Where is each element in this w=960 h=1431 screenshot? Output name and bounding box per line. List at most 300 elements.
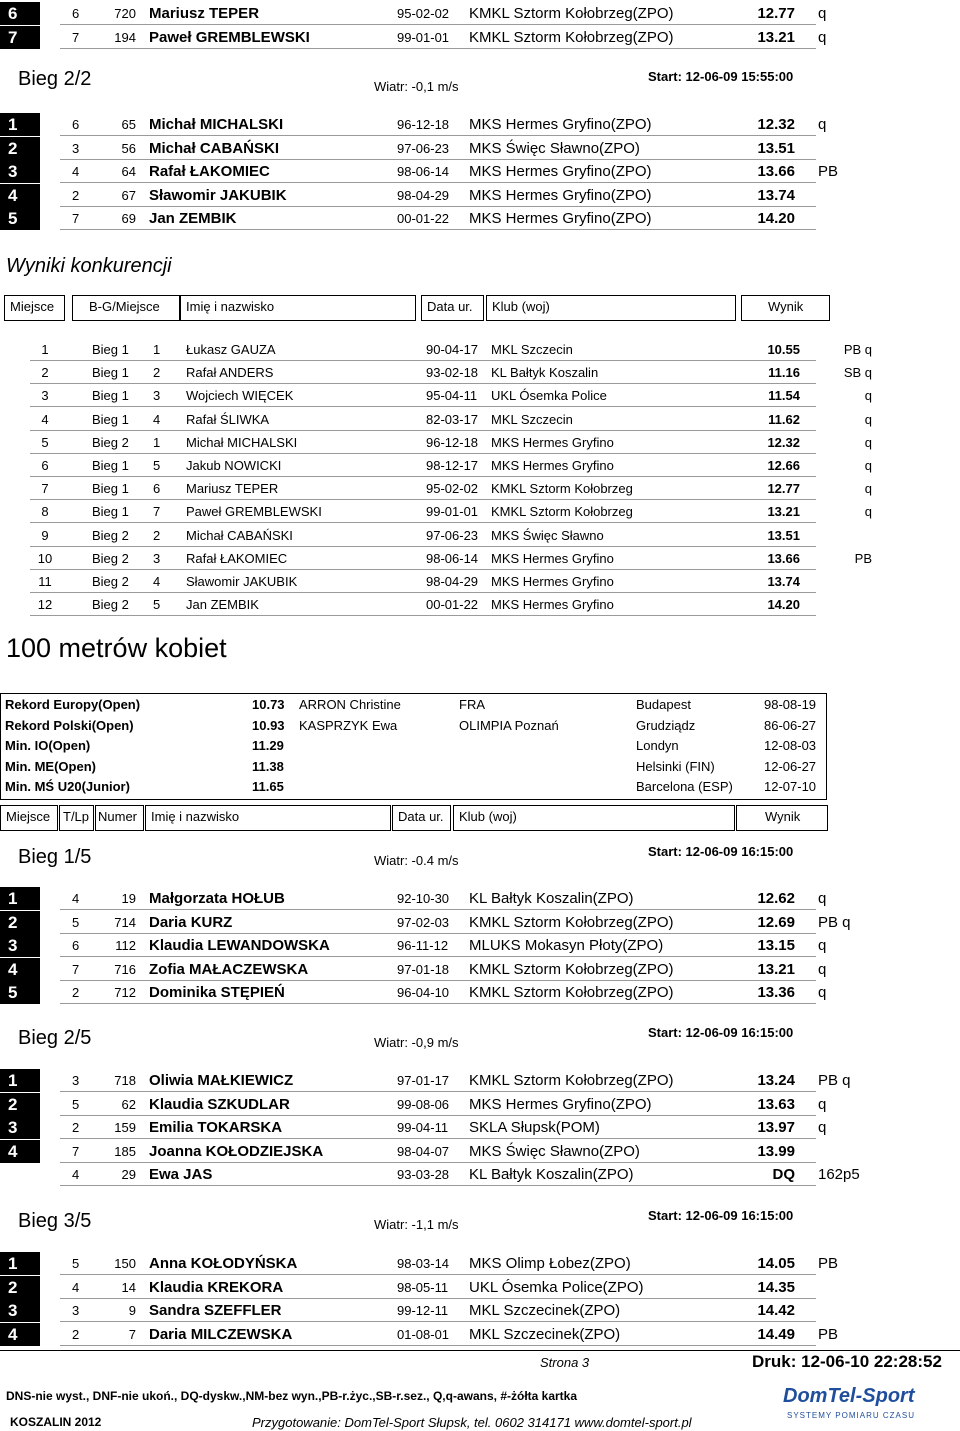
athlete-name: Oliwia MAŁKIEWICZ	[149, 1072, 294, 1089]
ranking-row	[0, 454, 960, 477]
record-club: OLIMPIA Poznań	[459, 717, 559, 733]
bib-cell: 14	[121, 1279, 136, 1295]
lane-cell: 4	[72, 891, 80, 906]
place-cell: 2	[0, 1093, 40, 1116]
result-note: q	[864, 481, 872, 497]
result-note: PB q	[818, 1072, 851, 1089]
lane-cell: 2	[72, 1326, 80, 1342]
header-lane: T/Lp	[59, 805, 94, 831]
club-name: MKS Hermes Gryfino	[491, 574, 614, 589]
birth-date: 93-03-28	[397, 1167, 450, 1182]
bib-cell: 718	[114, 1073, 136, 1088]
place-cell: 4	[0, 1323, 40, 1346]
heat-place: 7	[153, 504, 161, 520]
birth-date: 95-02-02	[397, 6, 450, 21]
result-time: 13.63	[757, 1095, 795, 1113]
ranking-row	[0, 477, 960, 500]
lane-cell: 2	[72, 985, 80, 1000]
club-name: UKL Ósemka Police(ZPO)	[469, 1278, 644, 1296]
header-name: Imię i nazwisko	[145, 805, 391, 831]
place-cell: 9	[41, 527, 49, 543]
result-time: DQ	[772, 1166, 795, 1183]
record-label: Rekord Polski(Open)	[5, 717, 134, 733]
start-time: Start: 12-06-09 16:15:00	[648, 1025, 794, 1040]
result-time: 12.77	[757, 5, 795, 22]
header-result: Wynik	[741, 295, 830, 321]
result-row	[0, 1299, 960, 1322]
bib-cell: 159	[114, 1120, 136, 1135]
wind-reading: Wiatr: -1,1 m/s	[374, 1217, 459, 1232]
result-time: 11.62	[768, 411, 800, 427]
athlete-name: Klaudia LEWANDOWSKA	[149, 937, 330, 954]
heat-name: Bieg 2	[92, 527, 129, 543]
lane-cell: 5	[72, 914, 80, 930]
page-number: Strona 3	[540, 1355, 590, 1370]
lane-cell: 7	[72, 29, 80, 45]
record-athlete: ARRON Christine	[299, 697, 401, 712]
record-place: Grudziądz	[636, 717, 696, 733]
record-result: 11.38	[252, 758, 284, 774]
heat-name: Bieg 1	[92, 365, 129, 381]
wind-reading: Wiatr: -0.4 m/s	[374, 853, 459, 868]
place-cell: 10	[37, 550, 53, 566]
place-cell: 5	[0, 981, 40, 1004]
bib-cell: 150	[114, 1256, 136, 1271]
place-cell: 3	[41, 388, 49, 404]
result-note: q	[864, 458, 872, 473]
result-time: 13.74	[757, 186, 795, 204]
bib-cell: 194	[114, 29, 136, 45]
record-place: Budapest	[636, 697, 691, 712]
result-row	[0, 958, 960, 981]
place-cell: 1	[41, 342, 49, 357]
club-name: MKS Hermes Gryfino	[491, 597, 614, 613]
result-time: 13.21	[757, 28, 795, 46]
lane-cell: 7	[72, 1143, 80, 1159]
lane-cell: 2	[72, 1120, 80, 1135]
result-note: PB q	[818, 913, 851, 931]
club-name: MKL Szczecin	[491, 342, 573, 357]
club-name: MKS Święc Sławno(ZPO)	[469, 1142, 640, 1160]
result-row	[0, 887, 960, 910]
birth-date: 97-01-18	[397, 961, 450, 977]
result-row	[0, 1276, 960, 1299]
bib-cell: 716	[114, 961, 136, 977]
record-result: 11.65	[252, 779, 284, 794]
birth-date: 97-06-23	[397, 140, 450, 156]
result-row	[0, 184, 960, 207]
athlete-name: Joanna KOŁODZIEJSKA	[149, 1142, 324, 1160]
birth-date: 95-04-11	[426, 388, 478, 404]
result-row	[0, 1140, 960, 1163]
result-note: PB	[818, 1255, 839, 1272]
club-name: KMKL Sztorm Kołobrzeg(ZPO)	[469, 5, 674, 22]
birth-date: 00-01-22	[426, 597, 479, 613]
birth-date: 98-03-14	[397, 1256, 450, 1271]
heat-name: Bieg 1	[92, 481, 129, 497]
row-divider	[60, 1003, 816, 1004]
ranking-row	[0, 384, 960, 407]
row-divider	[60, 229, 816, 230]
result-row	[0, 2, 960, 25]
start-time: Start: 12-06-09 16:15:00	[648, 1208, 794, 1223]
bib-cell: 29	[121, 1167, 136, 1182]
row-divider	[60, 1185, 816, 1186]
record-date: 98-08-19	[764, 697, 817, 712]
result-time: 10.55	[767, 342, 800, 357]
birth-date: 00-01-22	[397, 211, 450, 226]
athlete-name: Emilia TOKARSKA	[149, 1119, 283, 1136]
bib-cell: 185	[114, 1143, 136, 1159]
header-club: Klub (woj)	[453, 805, 735, 831]
result-time: 13.99	[757, 1142, 795, 1160]
ranking-row	[0, 547, 960, 570]
athlete-name: Rafał ŁAKOMIEC	[149, 163, 270, 180]
result-note: q	[864, 388, 872, 404]
birth-date: 98-04-29	[397, 187, 450, 203]
place-cell: 1	[0, 113, 40, 136]
ranking-row	[0, 500, 960, 523]
athlete-name: Jan ZEMBIK	[149, 210, 237, 227]
athlete-name: Zofia MAŁACZEWSKA	[149, 960, 309, 978]
logo-tagline: SYSTEMY POMIARU CZASU	[787, 1411, 915, 1420]
club-name: MKS Hermes Gryfino	[491, 458, 614, 473]
athlete-name: Rafał ANDERS	[186, 365, 274, 381]
place-cell: 5	[0, 207, 40, 230]
place-cell: 5	[41, 434, 49, 450]
ranking-row	[0, 524, 960, 547]
heat-name: Bieg 1	[92, 342, 129, 357]
result-row	[0, 934, 960, 957]
record-label: Rekord Europy(Open)	[5, 697, 141, 712]
result-row	[0, 1323, 960, 1346]
heat-place: 1	[153, 434, 161, 450]
result-time: 13.97	[757, 1119, 795, 1136]
result-time: 13.36	[757, 984, 795, 1001]
club-name: MKS Hermes Gryfino	[491, 550, 614, 566]
birth-date: 98-12-17	[426, 458, 479, 473]
header-place: Miejsce	[4, 295, 65, 321]
place-cell: 1	[0, 1069, 40, 1092]
result-row	[0, 1163, 960, 1186]
record-date: 12-07-10	[764, 779, 817, 794]
club-name: KMKL Sztorm Kołobrzeg(ZPO)	[469, 28, 674, 46]
birth-date: 99-08-06	[397, 1096, 450, 1112]
place-cell: 4	[0, 1140, 40, 1163]
place-cell: 7	[41, 481, 49, 497]
bib-cell: 720	[114, 6, 136, 21]
result-time: 12.32	[767, 434, 800, 450]
header-dob: Data ur.	[392, 805, 451, 831]
club-name: MKL Szczecinek(ZPO)	[469, 1325, 621, 1343]
header-dob: Data ur.	[421, 295, 484, 321]
club-name: MLUKS Mokasyn Płoty(ZPO)	[469, 937, 664, 954]
place-cell: 6	[41, 458, 49, 473]
city-year: KOSZALIN 2012	[10, 1415, 102, 1429]
record-label: Min. MŚ U20(Junior)	[5, 779, 130, 794]
place-cell: 3	[0, 160, 40, 183]
athlete-name: Mariusz TEPER	[186, 481, 279, 497]
result-row	[0, 137, 960, 160]
result-note: PB	[818, 1325, 839, 1343]
athlete-name: Klaudia SZKUDLAR	[149, 1095, 290, 1113]
record-place: Londyn	[636, 738, 679, 753]
heat-name: Bieg 1	[92, 411, 129, 427]
athlete-name: Rafał ŁAKOMIEC	[186, 550, 288, 566]
club-name: MKS Hermes Gryfino	[491, 434, 614, 450]
event-title: 100 metrów kobiet	[6, 633, 227, 663]
result-note: q	[818, 960, 827, 978]
place-cell: 3	[0, 1299, 40, 1322]
place-cell: 3	[0, 934, 40, 957]
athlete-name: Michał CABAŃSKI	[186, 527, 293, 543]
result-time: 14.42	[757, 1302, 795, 1319]
bib-cell: 7	[128, 1326, 136, 1342]
club-name: MKS Hermes Gryfino(ZPO)	[469, 186, 652, 204]
start-time: Start: 12-06-09 15:55:00	[648, 69, 794, 84]
result-time: 11.16	[768, 365, 800, 381]
club-name: MKS Olimp Łobez(ZPO)	[469, 1255, 631, 1272]
club-name: KMKL Sztorm Kołobrzeg(ZPO)	[469, 1072, 674, 1089]
athlete-name: Daria MILCZEWSKA	[149, 1325, 293, 1343]
club-name: KMKL Sztorm Kołobrzeg(ZPO)	[469, 984, 674, 1001]
birth-date: 99-01-01	[426, 504, 479, 520]
athlete-name: Łukasz GAUZA	[186, 342, 276, 357]
club-name: MKL Szczecinek(ZPO)	[469, 1302, 621, 1319]
footer-divider	[0, 1350, 960, 1351]
heat-title: Bieg 3/5	[18, 1210, 92, 1232]
record-result: 11.29	[252, 738, 284, 753]
lane-cell: 4	[72, 1167, 80, 1182]
heat-place: 4	[153, 574, 161, 589]
athlete-name: Dominika STĘPIEŃ	[149, 984, 285, 1001]
result-row	[0, 1116, 960, 1139]
place-cell: 6	[0, 2, 40, 25]
domtel-logo	[783, 1385, 948, 1421]
result-time: 14.20	[757, 210, 795, 227]
header-club: Klub (woj)	[486, 295, 736, 321]
ranking-row	[0, 431, 960, 454]
result-row	[0, 1252, 960, 1275]
lane-cell: 5	[72, 1256, 80, 1271]
athlete-name: Sandra SZEFFLER	[149, 1302, 282, 1319]
birth-date: 98-04-07	[397, 1143, 450, 1159]
result-note: 162p5	[818, 1166, 860, 1183]
header-result: Wynik	[736, 805, 828, 831]
result-note: q	[818, 1095, 827, 1113]
result-row	[0, 26, 960, 49]
heat-name: Bieg 2	[92, 597, 129, 613]
birth-date: 96-12-18	[397, 117, 450, 132]
club-name: KL Bałtyk Koszalin(ZPO)	[469, 890, 634, 907]
result-time: 12.66	[767, 458, 800, 473]
athlete-name: Ewa JAS	[149, 1166, 213, 1183]
header-place: Miejsce	[0, 805, 58, 831]
lane-cell: 4	[72, 164, 80, 179]
record-athlete: KASPRZYK Ewa	[299, 717, 398, 733]
result-time: 14.05	[757, 1255, 795, 1272]
birth-date: 96-11-12	[397, 938, 449, 953]
ranking-row	[0, 593, 960, 616]
result-note: q	[818, 28, 827, 46]
birth-date: 01-08-01	[397, 1326, 450, 1342]
lane-cell: 5	[72, 1096, 80, 1112]
athlete-name: Paweł GREMBLEWSKI	[186, 504, 322, 520]
result-time: 13.66	[767, 550, 800, 566]
birth-date: 97-06-23	[426, 527, 479, 543]
athlete-name: Michał MICHALSKI	[149, 116, 284, 133]
place-cell: 4	[0, 184, 40, 207]
birth-date: 98-04-29	[426, 574, 479, 589]
place-cell: 1	[0, 887, 40, 910]
heat-place: 5	[153, 458, 161, 473]
result-row	[0, 113, 960, 136]
place-cell: 4	[41, 411, 49, 427]
record-label: Min. IO(Open)	[5, 738, 91, 753]
place-cell: 12	[37, 597, 53, 613]
result-time: 11.54	[768, 388, 800, 404]
result-note: PB	[854, 550, 872, 566]
birth-date: 96-12-18	[426, 434, 479, 450]
lane-cell: 3	[72, 1073, 80, 1088]
heat-name: Bieg 1	[92, 388, 129, 404]
athlete-name: Jan ZEMBIK	[186, 597, 259, 613]
record-result: 10.93	[252, 717, 285, 733]
row-divider	[30, 615, 816, 616]
athlete-name: Jakub NOWICKI	[186, 458, 282, 473]
result-row	[0, 911, 960, 934]
heat-name: Bieg 1	[92, 458, 129, 473]
result-time: 12.32	[757, 116, 795, 133]
result-time: 13.51	[757, 139, 795, 157]
place-cell: 2	[0, 911, 40, 934]
athlete-name: Sławomir JAKUBIK	[149, 186, 287, 204]
result-note: q	[818, 5, 827, 22]
heat-place: 6	[153, 481, 161, 497]
result-row	[0, 207, 960, 230]
lane-cell: 7	[72, 211, 80, 226]
result-note: PB	[818, 163, 839, 180]
athlete-name: Klaudia KREKORA	[149, 1278, 284, 1296]
bib-cell: 62	[121, 1096, 136, 1112]
heat-name: Bieg 2	[92, 434, 129, 450]
result-time: 12.69	[757, 913, 795, 931]
athlete-name: Michał MICHALSKI	[186, 434, 298, 450]
lane-cell: 2	[72, 187, 80, 203]
result-time: 14.49	[757, 1325, 795, 1343]
birth-date: 92-10-30	[397, 891, 450, 906]
club-name: MKS Hermes Gryfino(ZPO)	[469, 116, 652, 133]
result-note: q	[864, 411, 872, 427]
birth-date: 98-06-14	[397, 164, 450, 179]
row-divider	[60, 1345, 816, 1346]
athlete-name: Wojciech WIĘCEK	[186, 388, 294, 404]
result-note: q	[864, 434, 872, 450]
club-name: MKL Szczecin	[491, 411, 573, 427]
bib-cell: 712	[114, 985, 136, 1000]
place-cell: 2	[41, 365, 49, 381]
place-cell: 7	[0, 26, 40, 49]
record-date: 12-08-03	[764, 738, 817, 753]
athlete-name: Małgorzata HOŁUB	[149, 890, 285, 907]
bib-cell: 65	[121, 117, 136, 132]
legend: DNS-nie wyst., DNF-nie ukoń., DQ-dyskw.,NM-bez wyn.,PB-r.życ.,SB-r.sez., Q,q-awans, #-żółta kartka	[6, 1389, 578, 1403]
record-club: FRA	[459, 697, 485, 712]
record-label: Min. ME(Open)	[5, 758, 96, 774]
result-note: q	[818, 890, 827, 907]
section-title: Wyniki konkurencji	[6, 255, 172, 277]
place-cell: 4	[0, 958, 40, 981]
club-name: KMKL Sztorm Kołobrzeg(ZPO)	[469, 960, 674, 978]
bib-cell: 9	[128, 1303, 136, 1318]
heat-place: 3	[153, 388, 161, 404]
prepared-by: Przygotowanie: DomTel-Sport Słupsk, tel. 0602 314171 www.domtel-sport.pl	[252, 1415, 692, 1430]
lane-cell: 3	[72, 1303, 80, 1318]
club-name: UKL Ósemka Police	[491, 388, 607, 404]
place-cell: 2	[0, 137, 40, 160]
club-name: KMKL Sztorm Kołobrzeg(ZPO)	[469, 913, 674, 931]
club-name: KMKL Sztorm Kołobrzeg	[491, 481, 633, 497]
birth-date: 95-02-02	[426, 481, 479, 497]
result-time: 13.51	[767, 527, 800, 543]
lane-cell: 3	[72, 140, 80, 156]
lane-cell: 6	[72, 938, 80, 953]
club-name: MKS Święc Sławno	[491, 527, 604, 543]
result-time: 13.74	[767, 574, 800, 589]
birth-date: 97-01-17	[397, 1073, 450, 1088]
header-name: Imię i nazwisko	[180, 295, 416, 321]
bib-cell: 69	[121, 211, 136, 226]
result-row	[0, 981, 960, 1004]
athlete-name: Rafał ŚLIWKA	[186, 411, 270, 427]
bib-cell: 112	[115, 938, 136, 953]
wind-reading: Wiatr: -0,1 m/s	[374, 79, 459, 94]
place-cell: 8	[41, 504, 49, 520]
result-row	[0, 1093, 960, 1116]
heat-title: Bieg 2/2	[18, 68, 92, 90]
result-row	[0, 1069, 960, 1092]
header-heat-place: B-G/Miejsce	[72, 295, 180, 321]
athlete-name: Daria KURZ	[149, 913, 233, 931]
print-timestamp: Druk: 12-06-10 22:28:52	[752, 1352, 942, 1371]
bib-cell: 56	[121, 140, 136, 156]
heat-place: 3	[153, 550, 161, 566]
birth-date: 98-05-11	[397, 1279, 449, 1295]
bib-cell: 64	[121, 164, 136, 179]
club-name: SKLA Słupsk(POM)	[469, 1119, 600, 1136]
record-date: 86-06-27	[764, 717, 817, 733]
place-cell: 1	[0, 1252, 40, 1275]
club-name: MKS Hermes Gryfino(ZPO)	[469, 210, 652, 227]
record-date: 12-06-27	[764, 758, 817, 774]
club-name: MKS Święc Sławno(ZPO)	[469, 139, 640, 157]
club-name: KL Bałtyk Koszalin	[491, 365, 599, 381]
heat-place: 2	[153, 527, 161, 543]
wind-reading: Wiatr: -0,9 m/s	[374, 1035, 459, 1050]
heat-place: 2	[153, 365, 161, 381]
ranking-row	[0, 338, 960, 361]
birth-date: 99-01-01	[397, 29, 450, 45]
athlete-name: Mariusz TEPER	[149, 5, 260, 22]
result-note: SB q	[843, 365, 872, 381]
birth-date: 90-04-17	[426, 342, 479, 357]
result-note: q	[818, 984, 827, 1001]
birth-date: 99-12-11	[397, 1303, 449, 1318]
athlete-name: Sławomir JAKUBIK	[186, 574, 298, 589]
result-note: q	[818, 1119, 827, 1136]
lane-cell: 6	[72, 6, 80, 21]
row-divider	[60, 48, 816, 49]
